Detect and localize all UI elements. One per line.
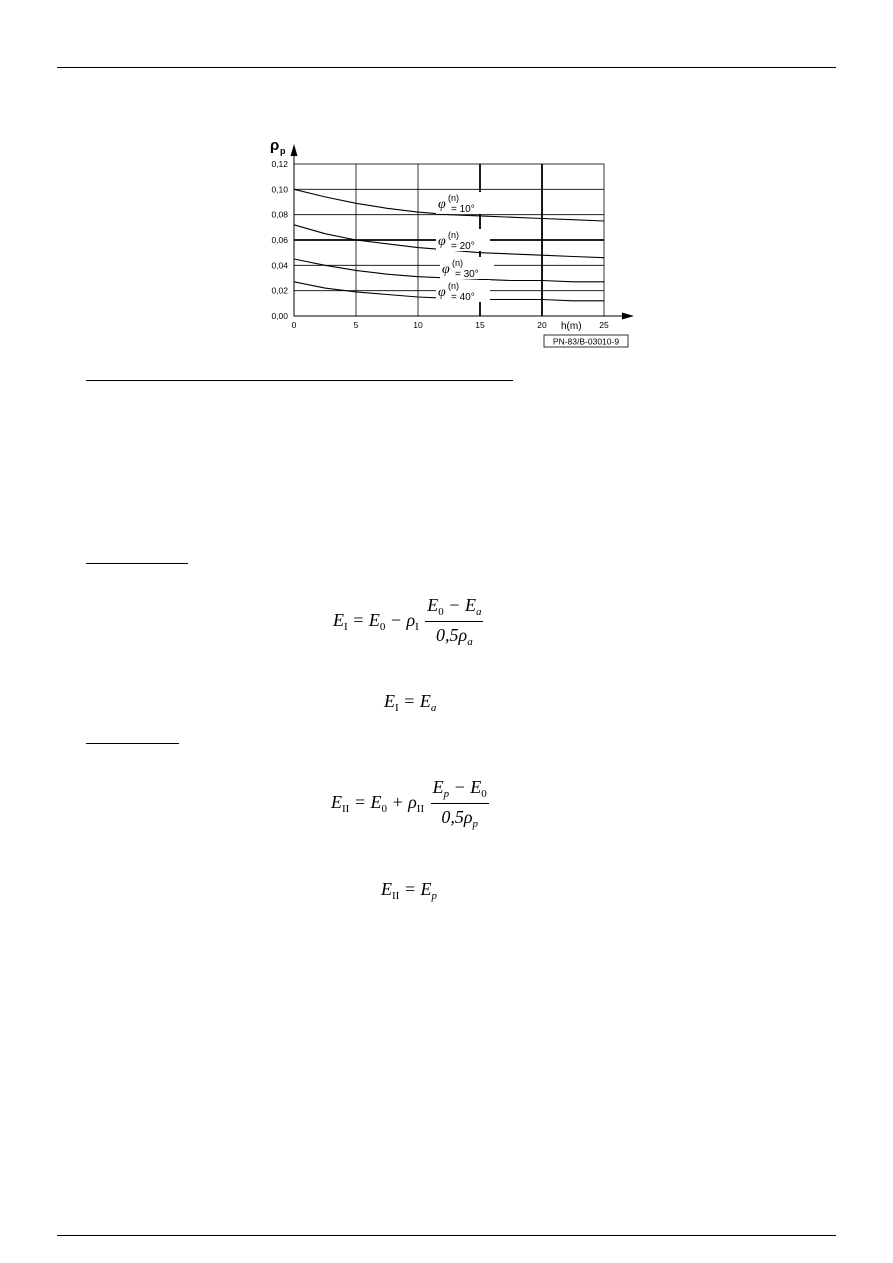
series-label-symbol: φ: [442, 262, 450, 277]
x-tick-label: 25: [599, 320, 609, 330]
y-axis-label-sub: p: [280, 146, 286, 156]
series-label-symbol: φ: [438, 234, 446, 249]
y-tick-label: 0,00: [271, 311, 288, 321]
x-tick-label: 0: [291, 320, 297, 330]
y-tick-label: 0,08: [271, 209, 288, 220]
series-label-value: = 30°: [455, 269, 479, 280]
y-tick-label: 0,04: [271, 260, 288, 271]
y-tick-label: 0,10: [271, 184, 288, 195]
formula-e2-limit: $E_{II} = E_p$: [381, 879, 437, 902]
series-label-value: = 10°: [451, 204, 475, 215]
series-label-value: = 40°: [451, 292, 475, 303]
x-tick-label: 20: [537, 320, 547, 330]
chart-series-labels: [436, 192, 494, 303]
x-tick-label: 10: [413, 320, 423, 330]
y-tick-label: 0,06: [271, 235, 288, 245]
section-underline-2: [86, 563, 188, 564]
series-label-1: [436, 192, 490, 215]
x-axis-label: h(m): [561, 321, 582, 332]
y-axis-label: ρ: [270, 137, 280, 154]
y-tick-label: 0,02: [271, 285, 288, 296]
formula-e1-intermediate: $E_I = E_0 - \rho_I$ $\frac{E_0 - E_a}{0,5\rho_a}$: [333, 595, 482, 648]
series-label-2: [436, 229, 490, 252]
series-label-sup: (n): [452, 258, 463, 268]
series-label-4: [436, 280, 490, 303]
series-label-3: [440, 257, 494, 280]
formula-e1-limit: $E_I = E_a$: [384, 691, 437, 714]
section-underline-1: [86, 380, 513, 381]
x-tick-label: 15: [475, 320, 485, 330]
footer-rule: [57, 1235, 836, 1236]
y-axis-arrow: [291, 144, 298, 156]
series-label-sup: (n): [448, 193, 459, 203]
series-label-symbol: φ: [438, 285, 446, 300]
section-underline-3: [86, 743, 179, 744]
source-label: PN-83/B-03010-9: [552, 336, 620, 347]
rho-p-chart: [262, 130, 642, 352]
header-rule: [57, 67, 836, 68]
x-axis-arrow: [622, 313, 634, 320]
series-label-symbol: φ: [438, 197, 446, 212]
y-tick-label: 0,12: [271, 159, 288, 169]
series-label-value: = 20°: [451, 241, 475, 252]
x-tick-label: 5: [353, 320, 359, 330]
formula-e2-intermediate: $E_{II} = E_0 + \rho_{II}$ $\frac{E_p - E_0}{0,5\rho_p}$: [331, 777, 487, 830]
series-label-sup: (n): [448, 230, 459, 240]
series-label-sup: (n): [448, 281, 459, 291]
